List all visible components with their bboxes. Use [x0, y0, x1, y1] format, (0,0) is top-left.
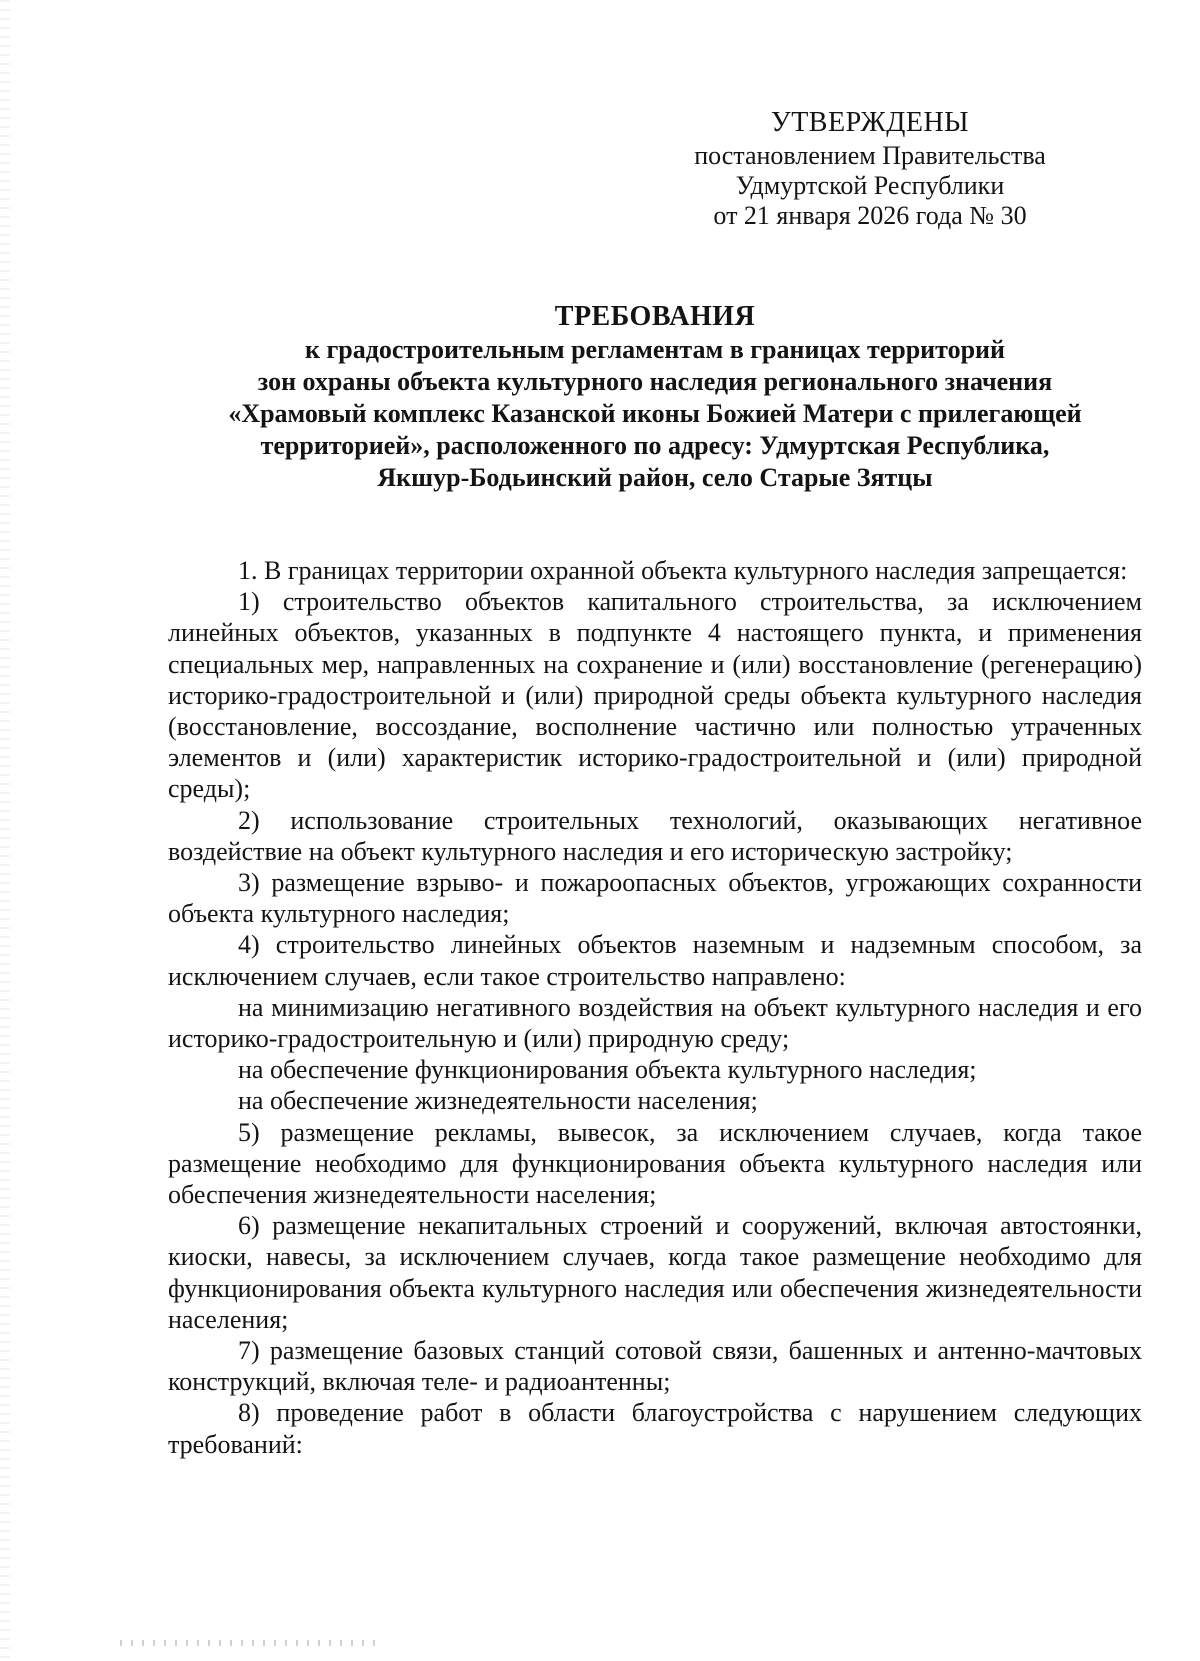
list-item: 8) проведение работ в области благоустройства с нарушением следующих требований:	[168, 1398, 1142, 1459]
list-item: 6) размещение некапитальных строений и сооружений, включая автостоянки, киоски, навесы, за исключением случаев, когда такое размещение необходимо для функционирования объекта культурного наследия или обеспечения жизнедеятельности населения;	[168, 1211, 1142, 1334]
scan-edge-artifact	[0, 0, 10, 1661]
sub-list-item: на минимизацию негативного воздействия на объект культурного наследия и его историко-градостроительную и (или) природную среду;	[168, 992, 1142, 1054]
heading-line: территорией», расположенного по адресу: Удмуртская Республика,	[260, 431, 1050, 460]
sub-list-item: на обеспечение функционирования объекта культурного наследия;	[238, 1055, 977, 1085]
approval-line: постановлением Правительства	[694, 141, 1046, 170]
heading-line: Якшур-Бодьинский район, село Старые Зятцы	[377, 463, 933, 492]
approval-title: УТВЕРЖДЕНЫ	[770, 107, 970, 138]
list-item: 7) размещение базовых станций сотовой связи, башенных и антенно-мачтовых конструкций, включая теле- и радиоантенны;	[168, 1336, 1142, 1397]
heading-line: к градостроительным регламентам в границах территорий	[304, 335, 1006, 364]
document-title: ТРЕБОВАНИЯ	[554, 301, 756, 332]
document-heading	[160, 300, 1150, 494]
paragraph-intro: 1. В границах территории охранной объекта культурного наследия запрещается:	[238, 556, 1128, 585]
list-item: 2) использование строительных технологий, оказывающих негативное воздействие на объект культурного наследия и его историческую застройку;	[168, 805, 1142, 866]
list-item: 5) размещение рекламы, вывесок, за исключением случаев, когда такое размещение необходимо для функционирования объекта культурного наследия или обеспечения жизнедеятельности населения;	[168, 1117, 1142, 1210]
approval-date: от 21 января 2026 года № 30	[713, 201, 1027, 230]
heading-line: зон охраны объекта культурного наследия регионального значения	[257, 367, 1053, 396]
scan-dust-artifact	[120, 1640, 380, 1646]
sub-list-item: на обеспечение жизнедеятельности населения;	[238, 1086, 758, 1116]
list-item: 4) строительство линейных объектов наземным и надземным способом, за исключением случаев, если такое строительство направлено:	[168, 930, 1142, 991]
approval-line: Удмуртской Республики	[735, 171, 1005, 200]
list-item: 1) строительство объектов капитального строительства, за исключением линейных объектов, указанных в подпункте 4 настоящего пункта, и применения специальных мер, направленных на сохранение и (или) восстановление (регенерацию) историко-градостроительной и (или) природной среды объекта культурного наследия (восстановление, воссоздание, восполнение частично или полностью утраченных элементов и (или) характеристик историко-градостроительной и (или) природной среды);	[168, 587, 1142, 804]
list-item: 3) размещение взрыво- и пожароопасных объектов, угрожающих сохранности объекта культурного наследия;	[168, 868, 1142, 929]
heading-line: «Храмовый комплекс Казанской иконы Божией Матери с прилегающей	[228, 399, 1082, 428]
approval-block	[660, 108, 1080, 231]
document-body	[168, 555, 1142, 1460]
